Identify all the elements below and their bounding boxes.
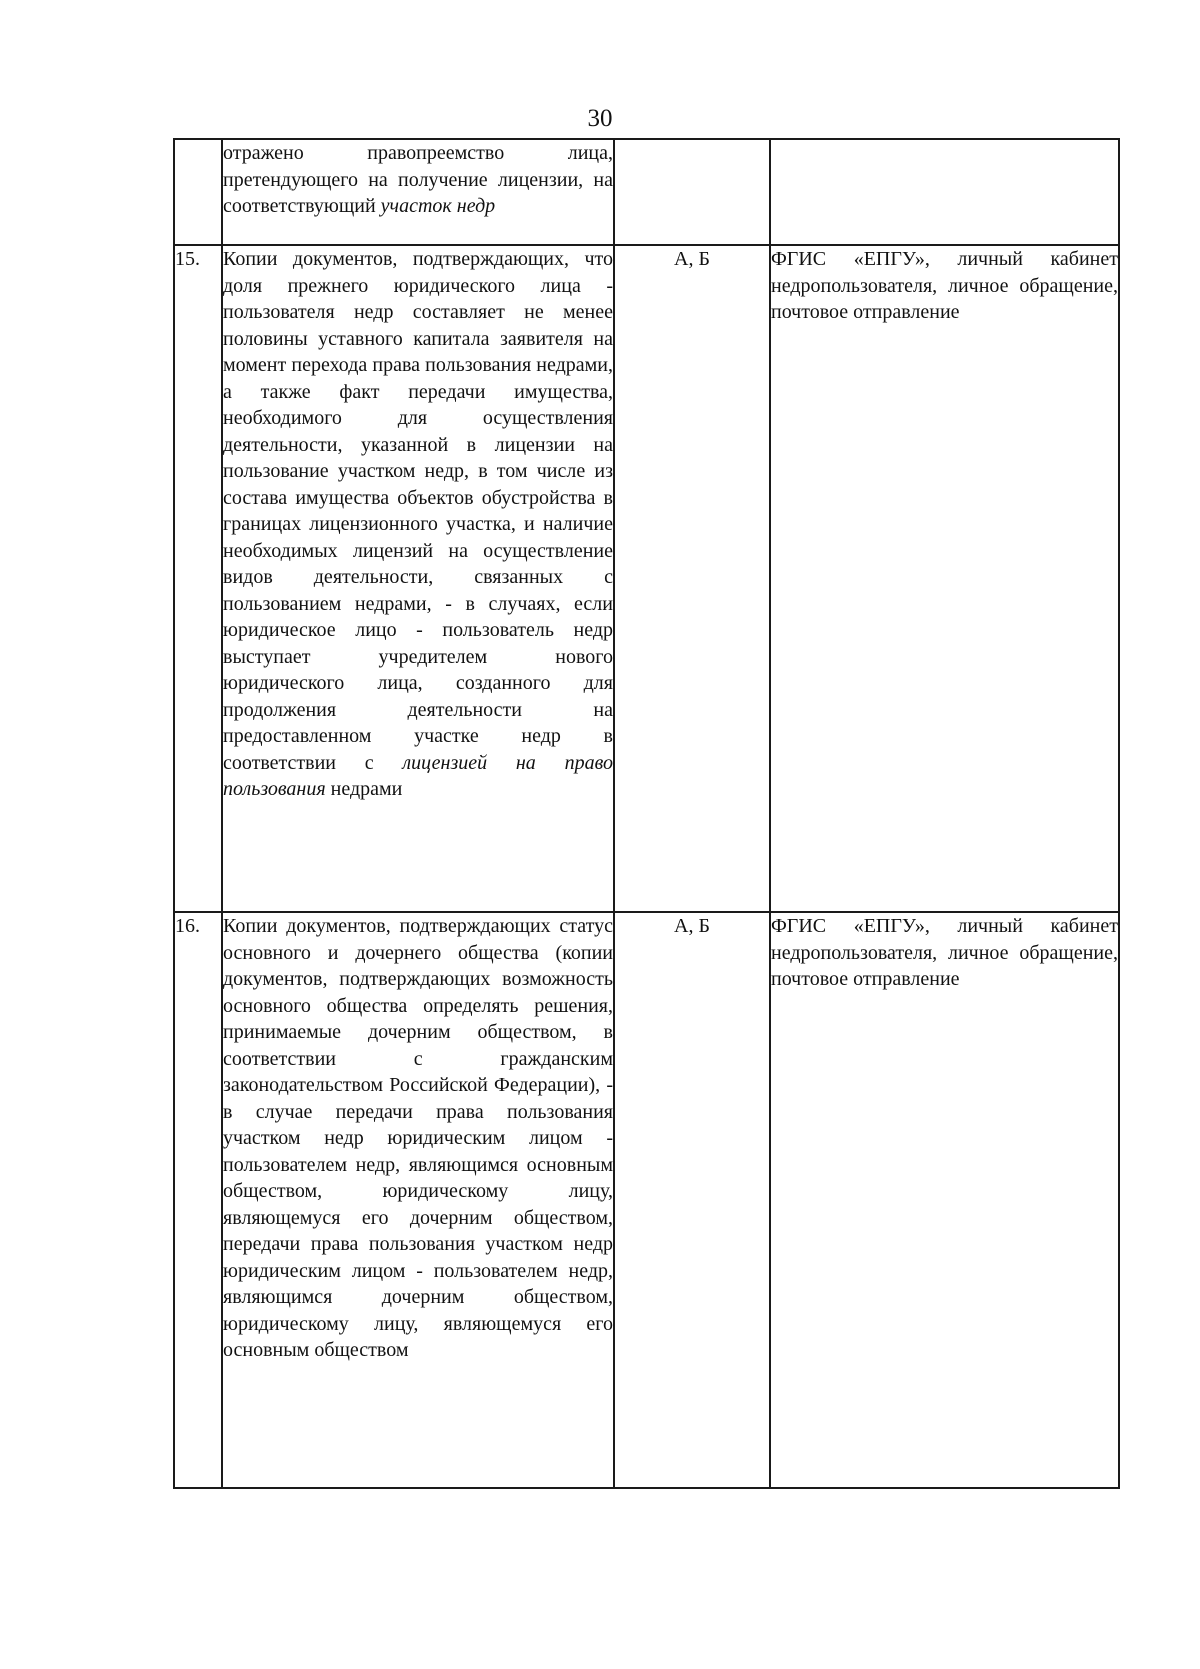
document-description: Копии документов, подтверждающих статус основного и дочернего общества (копии документов, подтверждающих возможность основного общества определять решения, принимаемые дочерним обществом, в соответствии с гражданским законодательством Российской Федерации), - в случае передачи права пользования участком недр юридическим лицом - пользователем недр, являющимся основным обществом, юридическому лицу, являющемуся его дочерним обществом, передачи права пользования участком недр юридическим лицом - пользователем недр, являющимся дочерним обществом, юридическому лицу, являющемуся его основным обществом (223, 915, 613, 1361)
documents-table (173, 138, 1120, 1489)
document-description-cell (222, 245, 614, 912)
document-description: отражено правопреемство лица, претендующего на получение лицензии, на соответствующий (223, 142, 613, 217)
document-description-italic: участок недр (380, 195, 496, 217)
document-description-cell (222, 139, 614, 245)
document-description-italic: лицензией на право пользования (223, 751, 613, 800)
table-row (174, 139, 1119, 245)
document-description-cell (222, 912, 614, 1488)
page-number: 30 (587, 105, 613, 132)
submission-method-cell: ФГИС «ЕПГУ», личный кабинет недропользователя, личное обращение, почтовое отправление (770, 912, 1119, 1488)
applicant-category-cell (614, 139, 770, 245)
submission-method-cell: ФГИС «ЕПГУ», личный кабинет недропользователя, личное обращение, почтовое отправление (770, 245, 1119, 912)
document-description: Копии документов, подтверждающих, что доля прежнего юридического лица - пользователя недр составляет не менее половины уставного капитала заявителя на момент перехода права пользования недрами, а также факт передачи имущества, необходимого для осуществления деятельности, указанной в лицензии на пользование участком недр, в том числе из состава имущества объектов обустройства в границах лицензионного участка, и наличие необходимых лицензий на осуществление видов деятельности, связанных с пользованием недрами, - в случаях, если юридическое лицо - пользователь недр выступает учредителем нового юридического лица, созданного для продолжения деятельности на предоставленном участке недр в соответствии с (223, 248, 613, 774)
row-number-cell: 16. (174, 912, 222, 1488)
table-row (174, 912, 1119, 1488)
submission-method-cell (770, 139, 1119, 245)
document-description-tail: недрами (325, 778, 403, 800)
row-number-cell (174, 139, 222, 245)
applicant-category-cell: А, Б (614, 245, 770, 912)
row-number-cell: 15. (174, 245, 222, 912)
table-row (174, 245, 1119, 912)
applicant-category-cell: А, Б (614, 912, 770, 1488)
